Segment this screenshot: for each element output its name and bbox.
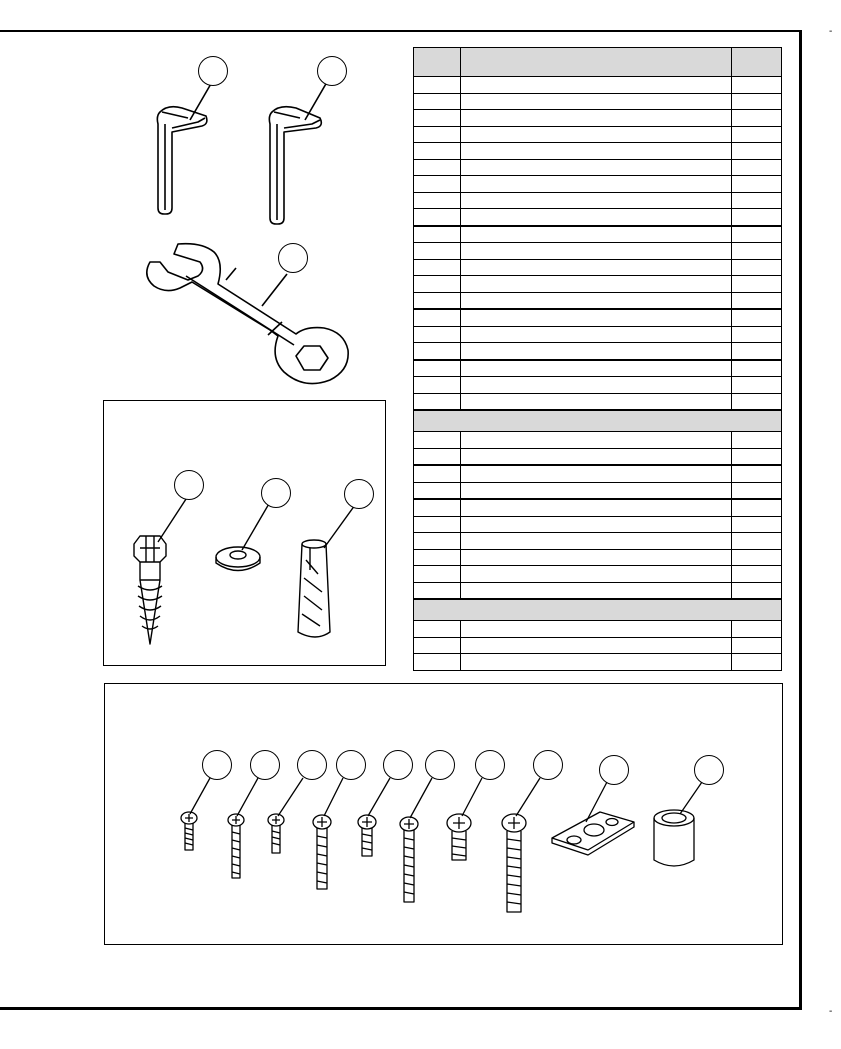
screw-icon-4: [313, 815, 331, 889]
callout-screw-3: [297, 750, 327, 780]
crop-mark-bottom: -: [829, 1006, 833, 1017]
callout-screw-6: [425, 750, 455, 780]
callout-spacer: [694, 755, 724, 785]
callout-screw-5: [383, 750, 413, 780]
callout-plate: [599, 755, 629, 785]
callout-screw-7: [475, 750, 505, 780]
screw-icon-5: [358, 815, 376, 856]
mounting-plate-icon: [552, 812, 634, 855]
screw-icon-3: [268, 814, 284, 853]
screw-icon-2: [228, 814, 244, 878]
spacer-icon: [654, 810, 694, 866]
callout-screw-1: [202, 750, 232, 780]
callout-screw-2: [250, 750, 280, 780]
screw-icon-8: [502, 814, 526, 912]
screw-icon-6: [400, 817, 418, 902]
screw-icon-1: [181, 812, 197, 850]
screw-icon-7: [447, 814, 471, 860]
callout-screw-4: [336, 750, 366, 780]
crop-mark-top: -: [829, 26, 833, 37]
callout-screw-8: [533, 750, 563, 780]
